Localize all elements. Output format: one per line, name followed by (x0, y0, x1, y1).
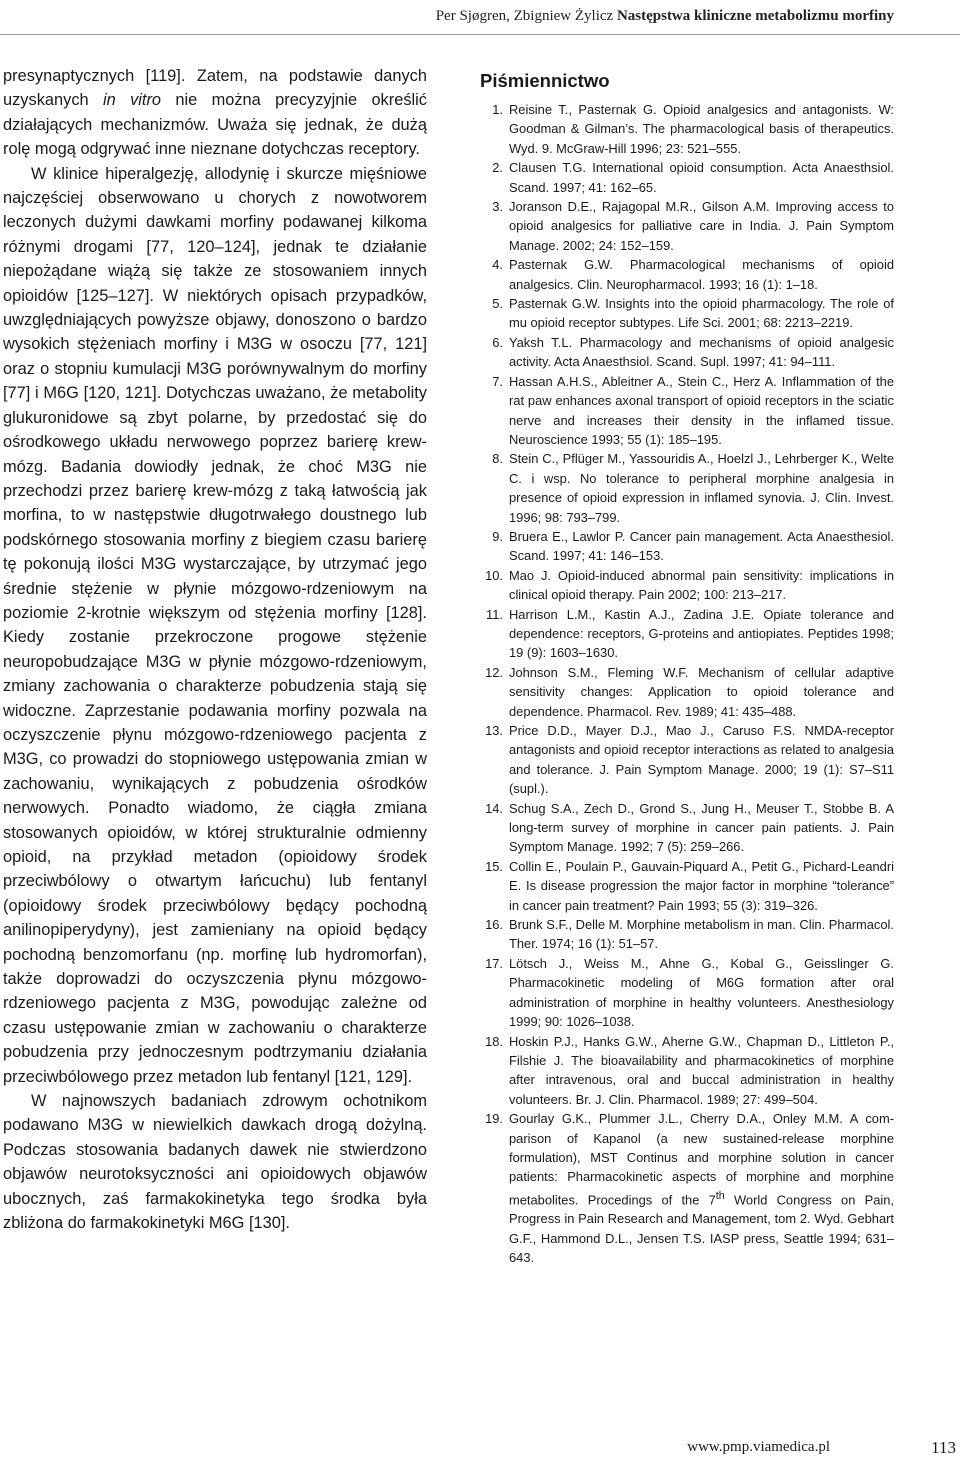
reference-item (480, 333, 894, 372)
reference-number: 18. (485, 1033, 503, 1049)
reference-number: 16. (485, 917, 503, 933)
reference-item (480, 527, 894, 566)
reference-item (480, 954, 894, 1032)
reference-number: 1. (492, 102, 503, 117)
reference-number: 10. (485, 567, 503, 583)
references-column (480, 70, 894, 1268)
body-paragraph-3: W najnowszych badaniach zdrowym ochotnikom podawano M3G w niewielkich dawkach drogą dożylną. Podczas stosowania badanych dawek nie stwierdzono objawów neurotoksyczności ani opioidowych objawów ubocznych, zaś farmakokinetyka tego środka była zbliżona do farmakokinetyki M6G [130]. (3, 1092, 427, 1233)
p1-text-b: nie można precyzyjnie określić działających mechanizmów. Uważa się jednak, że dużą rolę mogą odgrywać inne nieznane dotychczas receptory. (3, 91, 427, 159)
reference-number: 14. (485, 800, 503, 816)
reference-number: 3. (492, 199, 503, 215)
reference-text: Bruera E., Lawlor P. Cancer pain management. Acta Anaesthesiol. Scand. 1997; 41: 146–153. (509, 528, 894, 564)
references-heading: Piśmiennictwo (480, 70, 610, 91)
reference-item (480, 197, 894, 255)
reference-text: Pasternak G.W. Insights into the opioid pharmacology. The role of mu opioid receptor subtypes. Life Sci. 2001; 68: 2213–2219. (509, 296, 894, 331)
p1-italic: in vitro (102, 91, 162, 110)
reference-item (480, 158, 894, 197)
reference-item (480, 566, 894, 605)
reference-text: Hoskin P.J., Hanks G.W., Aherne G.W., Chapman D., Littleton P., Filshie J. The bioavailability and pharmacokinetics of morphine after intravenous, oral and buccal administration in healthy volunteers. Br. J. Clin. Pharmacol. 1989; 27: 499–504. (509, 1033, 894, 1107)
reference-number: 13. (485, 723, 503, 738)
reference-text: Hassan A.H.S., Ableitner A., Stein C., Herz A. Inflammation of the rat paw enhances axonal transport of opioid receptors in the sciatic nerve and increases their density in the inflamed tissue. Neuroscience 1993; 55 (1): 185–195. (509, 373, 894, 447)
reference-number: 5. (492, 296, 503, 312)
reference-number: 11. (486, 606, 503, 622)
reference-text: Harrison L.M., Kastin A.J., Zadina J.E. Opiate tolerance and dependence: receptors, G-proteins and antiopiates. Peptides 1998; 19 (9): 1603–1630. (509, 606, 894, 661)
reference-item (480, 372, 894, 450)
reference-number: 4. (492, 257, 503, 273)
reference-number: 2. (492, 160, 503, 176)
reference-item (480, 255, 894, 294)
reference-text: Reisine T., Pasternak G. Opioid analgesics and antagonists. W: Goodman & Gilman’s. The pharmacological basis of therapeutics. Wyd. 9. McGraw-Hill 1996; 23: 521–555. (509, 102, 894, 156)
reference-number: 9. (492, 528, 503, 544)
body-paragraph-2: W klinice hiperalgezję, allodynię i skurcze mięśniowe najczęściej obserwowano u chorych z nowotworem leczonych dużymi dawkami morfiny podawanej kilkoma różnymi drogami [77, 120–124], jednak te działanie niepożądane wiążą się także ze stosowaniem innych opioidów [125–127]. W niektórych opisach przypadków, uwzględniających powyższe objawy, donoszono o bardzo wysokich stężeniach morfiny i M3G w osoczu [77, 121] oraz o stopniu kumulacji M3G porównywalnym do morfiny [77] i M6G [120, 121]. Dotychczas uważano, że metabolity glukuronidowe są zbyt polarne, by przedostać się do ośrodkowego układu nerwowego poprzez barierę krew-mózg. Badania dowiodły jednak, że choć M3G nie przechodzi przez barierę krew-mózg z taką łatwością jak morfina, to w następstwie długotrwałego doustnego lub podskórnego stosowania morfiny z biegiem czasu barierę tę pokonują ilości M3G wystarczające, by utrzymać jego średnie stężenie w płynie mózgowo-rdzeniowym na poziomie 2-krotnie większym od stężenia morfiny [128]. Kiedy zostanie przekroczone progowe stężenie neuropobudzające M3G w płynie mózgowo-rdzeniowym, zmiany zachowania o charakterze pobudzenia stają się widoczne. Zaprzestanie podawania morfiny pozwala na oczyszczenie płynu mózgowo-rdzeniowego pacjenta z M3G, co prowadzi do stopniowego ustępowania zmian w zachowaniu, wynikających z pobudzenia ośrodków nerwowych. Ponadto wiadomo, że ciągła zmiana stosowanych opioidów, w której strukturalnie odmienny opioid, na przykład metadon (opioidowy środek przeciwbólowy o otwartym łańcuchu) lub fentanyl (opioidowy środek przeciwbólowy będący pochodną anilinopiperydyny), jest zamieniany na opioid będący pochodną benzomorfanu (np. morfinę lub hydromorfan), także doprowadzi do oczyszczenia płynu mózgowo-rdzeniowego pacjenta z M3G, powodując zależne od czasu ustępowanie zmian w zachowaniu o charakterze pobudzenia przy jednoczesnym podtrzymaniu działania przeciwbólowego przez metadon lub fentanyl [121, 129]. (3, 164, 427, 1086)
reference-item (480, 1032, 894, 1110)
reference-text: Collin E., Poulain P., Gauvain-Piquard A., Petit G., Pichard-Leandri E. Is disease progression the major factor in morphine “tolerance” in cancer pain treatment? Pain 1993; 55 (3): 319–326. (509, 858, 894, 913)
reference-number: 8. (492, 451, 503, 467)
reference-number: 15. (485, 858, 503, 874)
body-paragraph-1 (3, 64, 427, 162)
reference-text: Joranson D.E., Rajagopal M.R., Gilson A.M. Improving access to opioid analgesics for palliative care in India. J. Pain Symptom Manage. 2002; 24: 152–159. (509, 199, 894, 253)
reference-item (480, 799, 894, 857)
reference-list (480, 100, 894, 1268)
reference-text: Johnson S.M., Fleming W.F. Mechanism of cellular adaptive sensitivity changes: Application to opioid tolerance and dependence. Pharmacol. Rev. 1989; 41: 435–488. (509, 664, 894, 719)
reference-item (480, 857, 894, 915)
reference-item (480, 663, 894, 721)
reference-text: Yaksh T.L. Pharmacology and mechanisms of opioid analgesic activity. Acta Anaesthsiol. Scand. Supl. 1997; 41: 94–111. (509, 334, 894, 370)
reference-text: Lötsch J., Weiss M., Ahne G., Kobal G., Geisslinger G. Pharmacokinetic modeling of M6G formation after oral administration of morphine in healthy volunteers. Anesthesiology 1999; 90: 1026–1038. (509, 955, 894, 1030)
reference-text: Clausen T.G. International opioid consumption. Acta Anaesthsiol. Scand. 1997; 41: 162–65. (509, 160, 894, 195)
header-title: Następstwa kliniczne metabolizmu morfiny (616, 8, 894, 24)
header-rule (0, 34, 960, 35)
reference-text: Brunk S.F., Delle M. Morphine metabolism in man. Clin. Pharmacol. Ther. 1974; 16 (1): 51–57. (509, 917, 894, 952)
reference-item (480, 294, 894, 333)
reference-number: 7. (492, 373, 503, 389)
reference-text-a: Gourlay G.K., Plummer J.L., Cherry D.A., Onley M.M. A com-parison of Kapanol (a new sustained-release morphine formulation), MST Continus and morphine solution in cancer patients: Pharmacokinetic aspects of morphine and morphine metabolites. Procedings of the 7 (509, 1111, 894, 1208)
reference-number: 17. (485, 955, 503, 971)
reference-text: Mao J. Opioid-induced abnormal pain sensitivity: implications in clinical opioid therapy. Pain 2002; 100: 213–217. (509, 567, 894, 603)
header-authors: Per Sjøgren, Zbigniew Żylicz (435, 8, 614, 24)
body-column (3, 64, 427, 1236)
reference-number: 12. (485, 664, 503, 680)
reference-superscript: th (715, 1189, 725, 1202)
reference-text: Schug S.A., Zech D., Grond S., Jung H., Meuser T., Stobbe B. A long-term survey of morphine in cancer pain patients. J. Pain Symptom Manage. 1992; 7 (5): 259–266. (509, 800, 894, 855)
reference-item (480, 915, 894, 954)
p1-text-a: presynaptycznych [119]. Zatem, na podstawie danych uzyskanych (3, 67, 427, 110)
reference-number: 6. (492, 334, 503, 350)
reference-text-b: World Congress on Pain, Progress in Pain Research and Management, tom 2. Wyd. Gebhart G.F., Hammond D.L., Jensen T.S. IASP press, Seattle 1994; 631–643. (509, 1192, 894, 1266)
reference-item (480, 449, 894, 527)
page-number: 113 (931, 1438, 956, 1457)
footer-url: www.pmp.viamedica.pl (687, 1439, 830, 1455)
reference-item (480, 100, 894, 158)
running-head (436, 8, 894, 25)
reference-item (480, 1109, 894, 1268)
reference-item (480, 721, 894, 799)
reference-number: 19. (485, 1111, 503, 1127)
reference-text: Price D.D., Mayer D.J., Mao J., Caruso F.S. NMDA-receptor antagonists and opioid receptor interactions as related to analgesia and tolerance. J. Pain Symptom Manage. 2000; 19 (1): S7–S11 (supl.). (509, 723, 894, 797)
reference-text: Stein C., Pflüger M., Yassouridis A., Hoelzl J., Lehrberger K., Welte C. i wsp. No tolerance to peripheral morphine analgesia in presence of opioid expression in inflamed synovia. J. Clin. Invest. 1996; 98: 793–799. (509, 451, 894, 525)
reference-text: Pasternak G.W. Pharmacological mechanisms of opioid analgesics. Clin. Neuropharmacol. 1993; 16 (1): 1–18. (509, 257, 894, 292)
reference-item (480, 605, 894, 663)
